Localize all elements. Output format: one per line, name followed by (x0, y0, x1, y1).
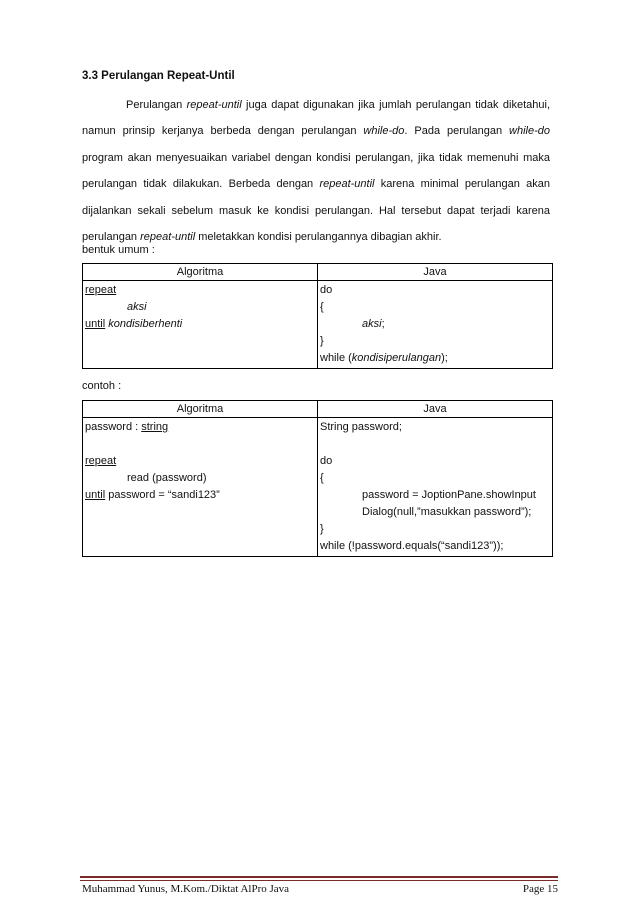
emphasis-text: repeat-until (140, 231, 196, 244)
body-paragraph (82, 92, 550, 250)
text-run: meletakkan kondisi perulangannya dibagian akhir. (195, 231, 442, 244)
algoritma-cell (83, 281, 318, 369)
code-text: aksi (362, 318, 382, 330)
text-run: juga dapat digunakan jika jumlah perulangan tidak diketahui, (241, 99, 550, 111)
code-text: ; (381, 318, 385, 330)
keyword: until (85, 489, 106, 501)
paragraph-line (82, 171, 550, 197)
page-number: Page 15 (522, 883, 558, 895)
text-run: . Pada perulangan (404, 125, 510, 138)
general-form-table (82, 263, 553, 369)
code-line: password = JoptionPane.showInput (362, 489, 536, 501)
footer-author: Muhammad Yunus, M.Kom./Diktat AlPro Java (82, 883, 290, 895)
table-header-row (83, 264, 553, 281)
paragraph-line: program akan menyesuaikan variabel dengan kondisi perulangan, jika tidak memenuhi maka (82, 151, 550, 164)
code-line: do (320, 284, 333, 296)
code-line (85, 487, 315, 504)
code-line (85, 316, 315, 333)
emphasis-text: while-do (509, 125, 550, 138)
code-text: kondisiberhenti (105, 318, 183, 330)
blank-line (320, 436, 550, 453)
table-row (83, 281, 553, 369)
code-line: String password; (320, 421, 402, 433)
algoritma-cell (83, 418, 318, 557)
keyword: until (85, 318, 106, 330)
algoritma-header: Algoritma (83, 264, 318, 281)
text-run: Perulangan (126, 99, 187, 111)
keyword: string (141, 421, 169, 433)
text-run: karena minimal perulangan akan (374, 178, 550, 191)
code-line: aksi (127, 301, 147, 313)
code-line: repeat (85, 455, 117, 467)
code-line: read (password) (127, 472, 207, 484)
code-text: password = “sandi123” (105, 489, 220, 501)
blank-line (85, 436, 315, 453)
code-text: password : (85, 421, 142, 433)
table-row (83, 418, 553, 557)
footer-rule-thin (80, 880, 558, 881)
code-text: ); (441, 352, 448, 364)
contoh-label: contoh : (82, 380, 122, 392)
code-line: repeat (85, 284, 117, 296)
text-run: perulangan (82, 231, 141, 244)
table-header-row (83, 401, 553, 418)
code-line: } (320, 523, 324, 535)
code-line: do (320, 455, 333, 467)
code-text: kondisiperulangan (351, 352, 442, 364)
paragraph-line (82, 92, 550, 118)
emphasis-text: repeat-until (186, 99, 242, 111)
example-table (82, 400, 553, 557)
java-header: Java (318, 401, 553, 418)
java-header: Java (318, 264, 553, 281)
code-line: { (320, 472, 324, 484)
code-text: while ( (320, 352, 352, 364)
text-run: perulangan tidak dilakukan. Berbeda dengan (82, 178, 320, 191)
code-line (85, 419, 315, 436)
code-line (320, 316, 550, 333)
emphasis-text: repeat-until (319, 178, 375, 191)
code-line (320, 350, 550, 367)
code-line: Dialog(null,”masukkan password”); (362, 506, 532, 518)
footer-rule (80, 876, 558, 878)
code-line: } (320, 335, 324, 347)
emphasis-text: while-do (363, 125, 405, 138)
java-cell (318, 281, 553, 369)
code-line: { (320, 301, 324, 313)
paragraph-line: dijalankan sekali sebelum masuk ke kondisi perulangan. Hal tersebut dapat terjadi karena (82, 204, 550, 217)
java-cell (318, 418, 553, 557)
section-heading: 3.3 Perulangan Repeat-Until (82, 70, 235, 82)
code-line: while (!password.equals(“sandi123”)); (320, 540, 504, 552)
paragraph-line (82, 118, 550, 144)
bentuk-umum-label: bentuk umum : (82, 244, 155, 256)
text-run: namun prinsip kerjanya berbeda dengan perulangan (82, 125, 364, 138)
algoritma-header: Algoritma (83, 401, 318, 418)
